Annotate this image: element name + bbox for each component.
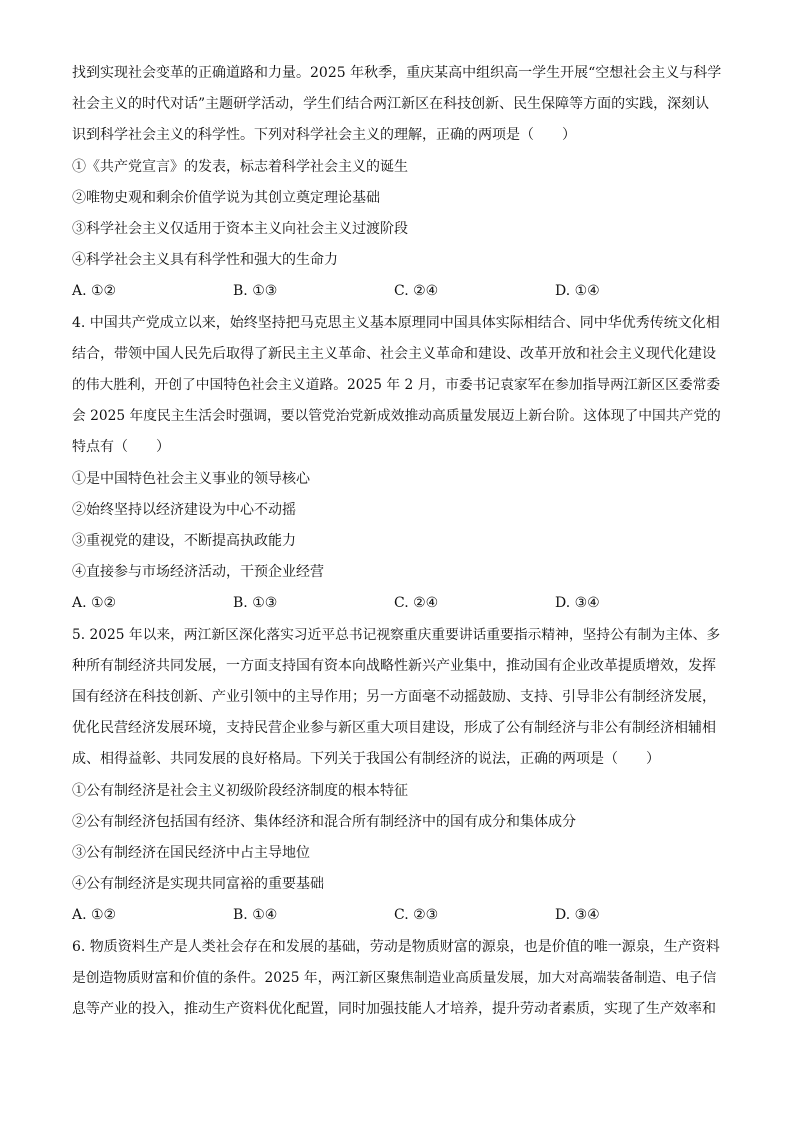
question-5-stem [72,620,724,776]
question-6-stem [72,932,724,1026]
stem-line: 优化民营经济发展环境，支持民营企业参与新区重大项目建设，形成了公有制经济与非公有制经济相辅相 [72,720,716,737]
statement-1: ①公有制经济是社会主义初级阶段经济制度的根本特征 [72,782,408,799]
answer-choices [72,276,724,307]
statement-3: ③重视党的建设，不断提高执政能力 [72,533,296,550]
statement-4: ④科学社会主义具有科学性和强大的生命力 [72,252,338,269]
choice-d: D. ①④ [555,283,600,300]
question-5 [72,620,724,932]
choice-b: B. ①③ [233,283,278,300]
choice-a: A. ①② [72,283,117,300]
question-3-stem [72,58,724,152]
stem-line: 是创造物质财富和价值的条件。2025 年，两江新区聚焦制造业高质量发展，加大对高端装备制造、电子信 [72,969,717,986]
stem-line: 种所有制经济共同发展，一方面支持国有资本向战略性新兴产业集中，推动国有企业改革提质增效，发挥 [72,657,716,674]
choice-a: A. ①② [72,907,117,924]
question-4-stem [72,308,724,464]
statement-3: ③科学社会主义仅适用于资本主义向社会主义过渡阶段 [72,221,408,238]
stem-line: 社会主义的时代对话”主题研学活动，学生们结合两江新区在科技创新、民生保障等方面的实践，深刻认 [72,96,710,113]
stem-line: 5. 2025 年以来，两江新区深化落实习近平总书记视察重庆重要讲话重要指示精神，坚持公有制为主体、多 [72,626,721,643]
answer-choices [72,588,724,619]
stem-line: 会 2025 年度民主生活会时强调，要以管党治党新成效推动高质量发展迈上新台阶。这体现了中国共产党的 [72,408,721,425]
choice-d: D. ③④ [555,595,600,612]
statement-1: ①《共产党宣言》的发表，标志着科学社会主义的诞生 [72,158,408,175]
choice-c: C. ②④ [394,595,439,612]
statement-2: ②唯物史观和剩余价值学说为其创立奠定理论基础 [72,189,380,206]
question-4 [72,308,724,620]
answer-choices [72,900,724,931]
stem-line: 的伟大胜利，开创了中国特色社会主义道路。2025 年 2 月，市委书记袁家军在参加指导两江新区区委常委 [72,377,721,394]
choice-d: D. ③④ [555,907,600,924]
stem-line: 结合，带领中国人民先后取得了新民主主义革命、社会主义革命和建设、改革开放和社会主义现代化建设 [72,345,716,362]
choice-b: B. ①④ [233,907,278,924]
stem-line: 国有经济在科技创新、产业引领中的主导作用；另一方面毫不动摇鼓励、支持、引导非公有制经济发展， [72,689,716,706]
stem-line: 找到实现社会变革的正确道路和力量。2025 年秋季，重庆某高中组织高一学生开展“空想社会主义与科学 [72,65,722,81]
statement-1: ①是中国特色社会主义事业的领导核心 [72,470,310,487]
stem-line: 特点有（ ） [72,439,170,456]
choice-c: C. ②③ [394,907,439,924]
page-content [72,58,724,1025]
stem-line: 4. 中国共产党成立以来，始终坚持把马克思主义基本原理同中国具体实际相结合、同中华优秀传统文化相 [72,314,720,331]
statement-4: ④公有制经济是实现共同富裕的重要基础 [72,876,324,893]
choice-c: C. ②④ [394,283,439,300]
question-3 [72,58,724,308]
stem-line: 息等产业的投入，推动生产资料优化配置，同时加强技能人才培养，提升劳动者素质，实现了生产效率和 [72,1001,716,1018]
statement-4: ④直接参与市场经济活动，干预企业经营 [72,564,324,581]
stem-line: 识到科学社会主义的科学性。下列对科学社会主义的理解，正确的两项是（ ） [72,127,576,144]
choice-b: B. ①③ [233,595,278,612]
stem-line: 成、相得益彰、共同发展的良好格局。下列关于我国公有制经济的说法，正确的两项是（ ） [72,751,660,768]
statement-2: ②公有制经济包括国有经济、集体经济和混合所有制经济中的国有成分和集体成分 [72,813,576,830]
statement-3: ③公有制经济在国民经济中占主导地位 [72,845,310,862]
statement-2: ②始终坚持以经济建设为中心不动摇 [72,501,296,518]
stem-line: 6. 物质资料生产是人类社会存在和发展的基础，劳动是物质财富的源泉，也是价值的唯一源泉，生产资料 [72,938,720,955]
question-6 [72,932,724,1026]
choice-a: A. ①② [72,595,117,612]
